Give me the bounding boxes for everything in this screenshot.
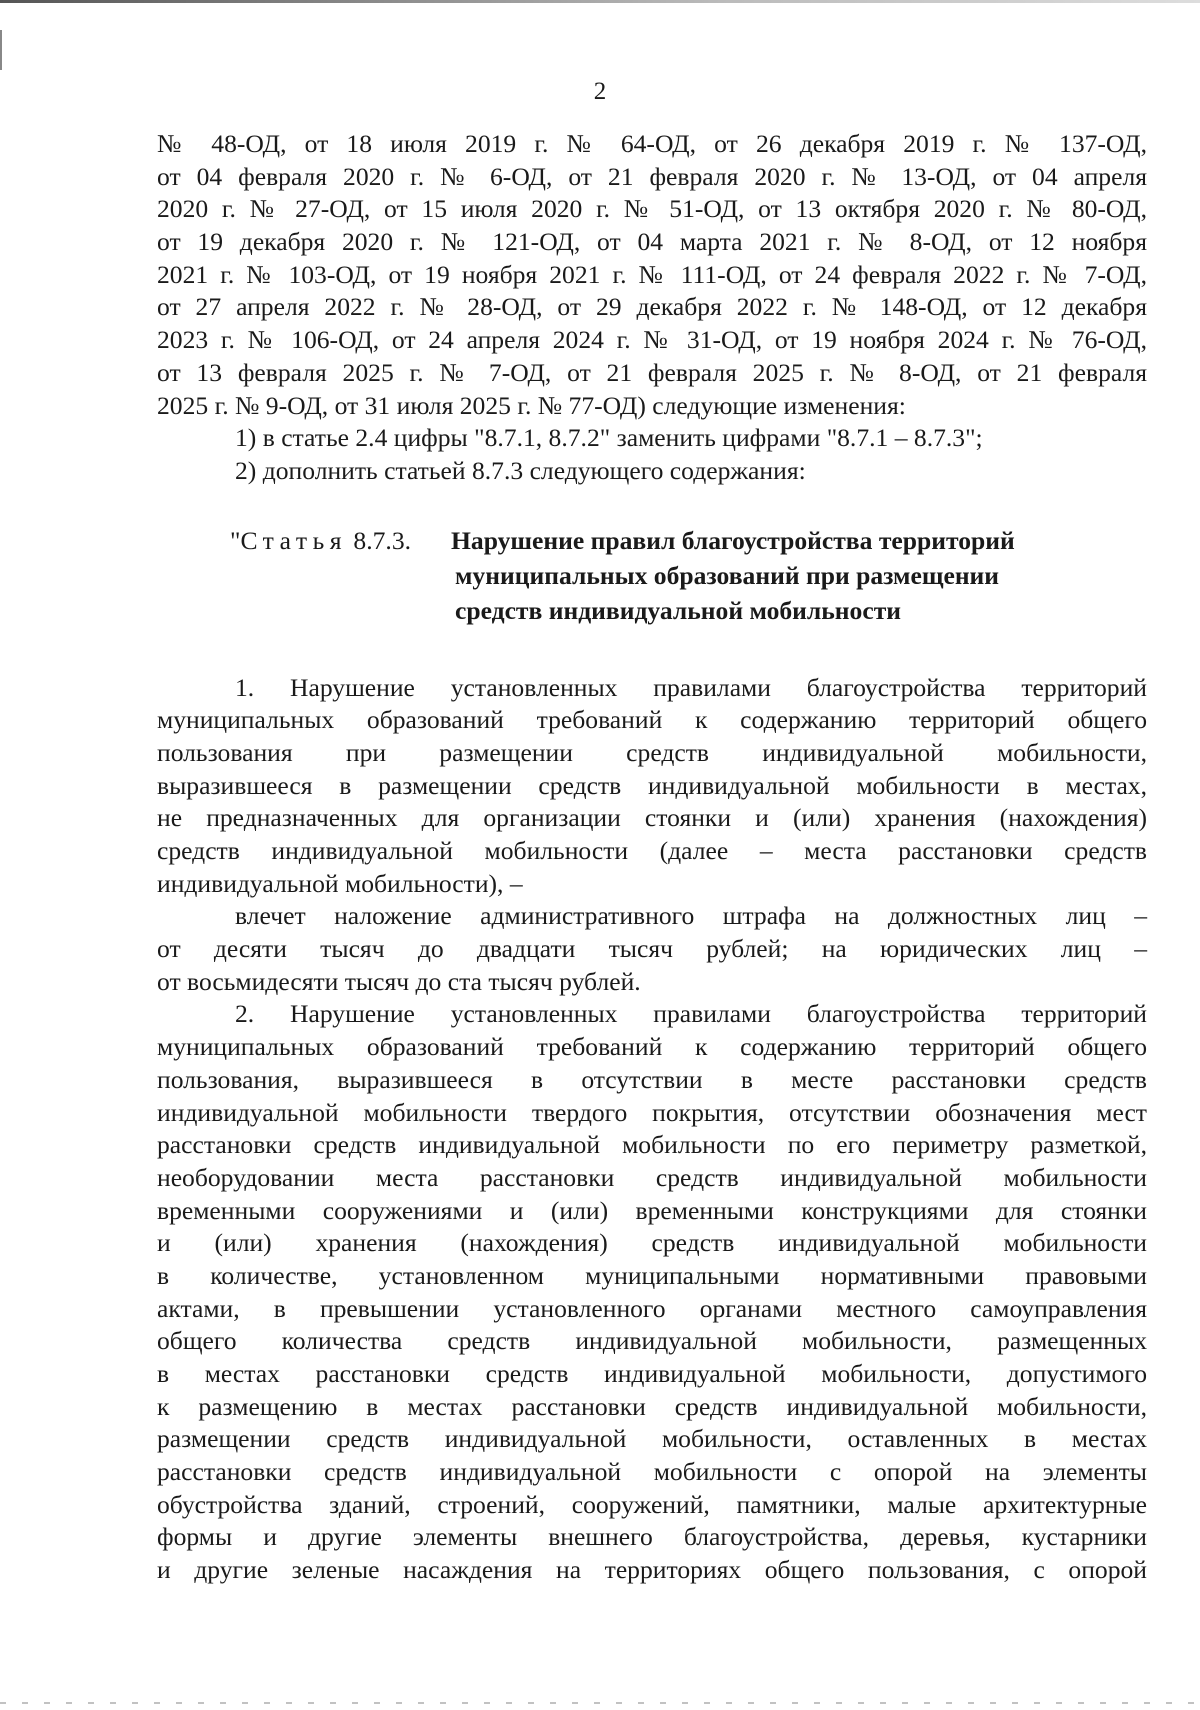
text-line: пользования, выразившееся в отсутствии в месте расстановки средств	[157, 1064, 1147, 1094]
text-line: индивидуальной мобильности), –	[157, 868, 523, 898]
scan-edge-bottom	[0, 1702, 1200, 1704]
text-line: расстановки средств индивидуальной мобильности по его периметру разметкой,	[157, 1130, 1147, 1160]
text-line: актами, в превышении установленного органами местного самоуправления	[157, 1293, 1147, 1323]
text-line: и (или) хранения (нахождения) средств индивидуальной мобильности	[157, 1228, 1147, 1258]
scan-edge-top	[0, 0, 1200, 3]
text-line: 2. Нарушение установленных правилами благоустройства территорий	[235, 999, 1147, 1029]
article-label	[230, 524, 411, 557]
article-word: Статья	[240, 525, 348, 555]
text-line: 1. Нарушение установленных правилами благоустройства территорий	[235, 672, 1147, 702]
amendment-item-2: 2) дополнить статьей 8.7.3 следующего содержания:	[235, 455, 806, 485]
text-line: в количестве, установленном муниципальными нормативными правовыми	[157, 1260, 1147, 1290]
text-line: в местах расстановки средств индивидуальной мобильности, допустимого	[157, 1359, 1147, 1388]
amendment-item-1: 1) в статье 2.4 цифры "8.7.1, 8.7.2" заменить цифрами "8.7.1 – 8.7.3";	[235, 423, 983, 453]
text-line: от 19 декабря 2020 г. № 121-ОД, от 04 марта 2021 г. № 8-ОД, от 12 ноября	[157, 227, 1147, 257]
article-number: 8.7.3.	[353, 525, 412, 555]
text-line: общего количества средств индивидуальной мобильности, размещенных	[157, 1326, 1147, 1356]
text-line: 2025 г. № 9-ОД, от 31 июля 2025 г. № 77-ОД) следующие изменения:	[157, 390, 906, 420]
text-line: влечет наложение административного штрафа на должностных лиц –	[235, 901, 1147, 931]
text-line: № 48-ОД, от 18 июля 2019 г. № 64-ОД, от 26 декабря 2019 г. № 137-ОД,	[157, 129, 1147, 158]
document-body	[157, 128, 1147, 1587]
part-1-paragraph	[157, 672, 1147, 901]
part-2-paragraph	[157, 998, 1147, 1586]
text-line: от 04 февраля 2020 г. № 6-ОД, от 21 февраля 2020 г. № 13-ОД, от 04 апреля	[157, 161, 1147, 191]
text-line: 2020 г. № 27-ОД, от 15 июля 2020 г. № 51-ОД, от 13 октября 2020 г. № 80-ОД,	[157, 194, 1147, 224]
article-heading	[157, 524, 1147, 632]
intro-paragraph	[157, 128, 1147, 422]
text-line: необорудовании места расстановки средств индивидуальной мобильности	[157, 1162, 1147, 1192]
text-line: расстановки средств индивидуальной мобильности с опорой на элементы	[157, 1457, 1147, 1487]
penalty-paragraph	[157, 900, 1147, 998]
text-line: не предназначенных для организации стоянки и (или) хранения (нахождения)	[157, 803, 1147, 833]
article-title-line: муниципальных образований при размещении	[455, 560, 1000, 590]
text-line: к размещению в местах расстановки средств индивидуальной мобильности,	[157, 1391, 1147, 1421]
article-title-line: средств индивидуальной мобильности	[455, 595, 902, 625]
text-line: от 27 апреля 2022 г. № 28-ОД, от 29 декабря 2022 г. № 148-ОД, от 12 декабря	[157, 292, 1147, 322]
text-line: индивидуальной мобильности твердого покрытия, отсутствии обозначения мест	[157, 1097, 1147, 1127]
text-line: и другие зеленые насаждения на территориях общего пользования, с опорой	[157, 1555, 1147, 1585]
text-line: пользования при размещении средств индивидуальной мобильности,	[157, 737, 1147, 767]
text-line: временными сооружениями и (или) временными конструкциями для стоянки	[157, 1195, 1147, 1225]
text-line: муниципальных образований требований к содержанию территорий общего	[157, 1032, 1147, 1062]
text-line: муниципальных образований требований к содержанию территорий общего	[157, 705, 1147, 735]
text-line: формы и другие элементы внешнего благоустройства, деревья, кустарники	[157, 1522, 1147, 1552]
opening-quote: "	[230, 525, 241, 555]
text-line: обустройства зданий, строений, сооружений, памятники, малые архитектурные	[157, 1489, 1147, 1519]
text-line: средств индивидуальной мобильности (далее – места расстановки средств	[157, 836, 1147, 865]
page-number: 2	[593, 78, 607, 105]
scan-edge-left	[0, 30, 2, 70]
article-title-line: Нарушение правил благоустройства территорий	[451, 525, 1015, 555]
text-line: от десяти тысяч до двадцати тысяч рублей; на юридических лиц –	[157, 934, 1147, 964]
text-line: от 13 февраля 2025 г. № 7-ОД, от 21 февраля 2025 г. № 8-ОД, от 21 февраля	[157, 357, 1147, 387]
text-line: выразившееся в размещении средств индивидуальной мобильности в местах,	[157, 770, 1147, 800]
text-line: размещении средств индивидуальной мобильности, оставленных в местах	[157, 1424, 1147, 1454]
text-line: 2021 г. № 103-ОД, от 19 ноября 2021 г. № 111-ОД, от 24 февраля 2022 г. № 7-ОД,	[157, 259, 1147, 289]
text-line: от восьмидесяти тысяч до ста тысяч рублей.	[157, 966, 641, 996]
text-line: 2023 г. № 106-ОД, от 24 апреля 2024 г. № 31-ОД, от 19 ноября 2024 г. № 76-ОД,	[157, 325, 1147, 355]
